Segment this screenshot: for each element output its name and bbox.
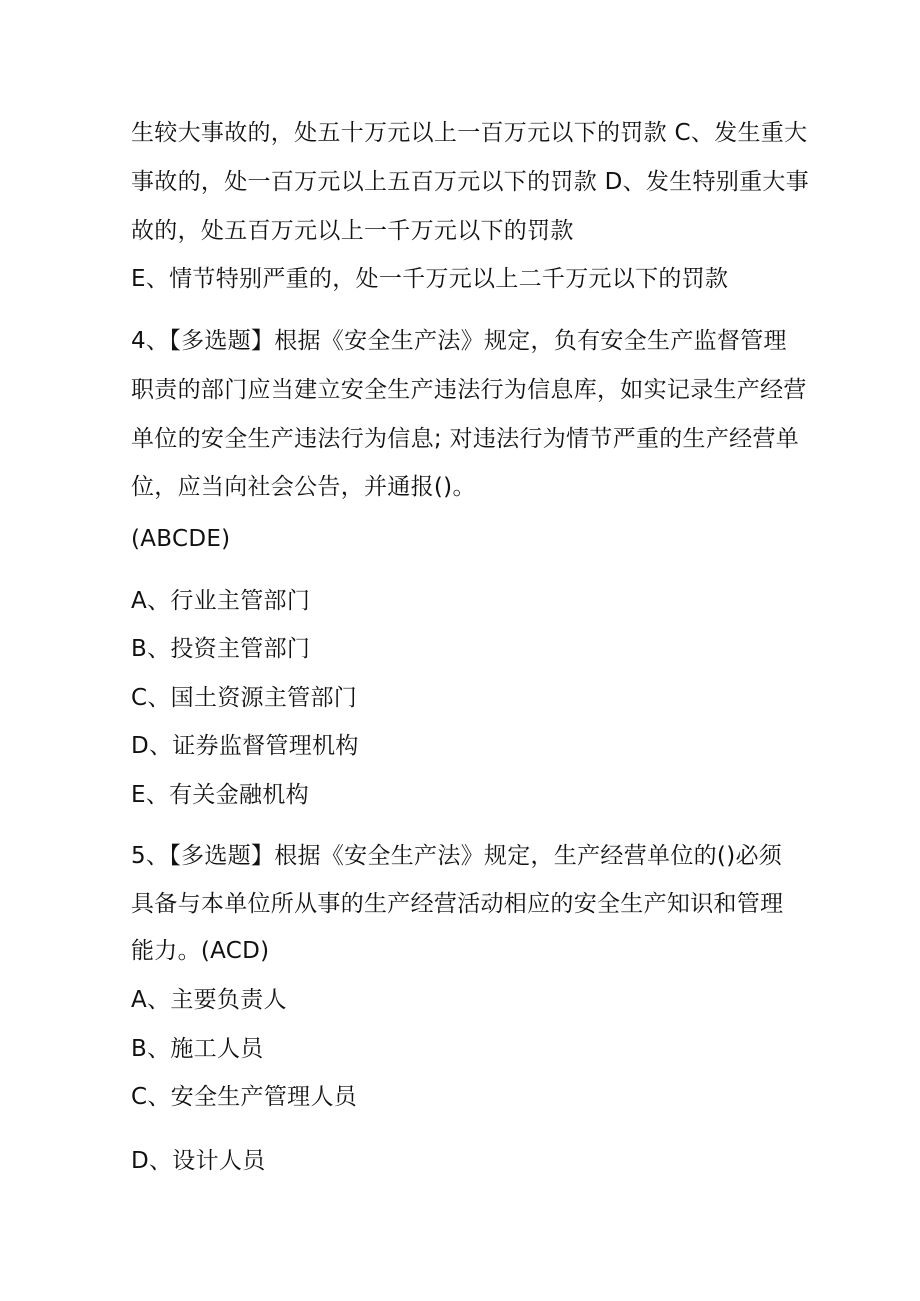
q4-option-a: A、行业主管部门 <box>131 588 311 614</box>
q4-option-e: E、有关金融机构 <box>131 782 309 808</box>
q4-text-line-2: 职责的部门应当建立安全生产违法行为信息库，如实记录生产经营 <box>131 377 807 403</box>
q3-text-line-1: 生较大事故的，处五十万元以上一百万元以下的罚款 C、发生重大 <box>131 120 808 146</box>
q3-option-e: E、情节特别严重的，处一千万元以上二千万元以下的罚款 <box>131 266 729 292</box>
q5-option-c: C、安全生产管理人员 <box>131 1084 358 1110</box>
q4-text-line-1: 4、【多选题】根据《安全生产法》规定，负有安全生产监督管理 <box>131 328 787 354</box>
q4-answer: (ABCDE) <box>131 526 231 552</box>
q3-text-line-3: 故的，处五百万元以上一千万元以下的罚款 <box>131 218 574 244</box>
q5-option-b: B、施工人员 <box>131 1036 264 1062</box>
q5-text-line-1: 5、【多选题】根据《安全生产法》规定，生产经营单位的()必须 <box>131 843 783 869</box>
q5-text-line-2: 具备与本单位所从事的生产经营活动相应的安全生产知识和管理 <box>131 891 784 917</box>
q3-text-line-2: 事故的，处一百万元以上五百万元以下的罚款 D、发生特别重大事 <box>131 169 810 195</box>
q4-text-line-4: 位，应当向社会公告，并通报()。 <box>131 474 476 500</box>
q4-option-b: B、投资主管部门 <box>131 636 311 662</box>
q4-option-c: C、国土资源主管部门 <box>131 685 358 711</box>
q5-text-line-3: 能力。(ACD) <box>131 938 270 964</box>
q4-text-line-3: 单位的安全生产违法行为信息; 对违法行为情节严重的生产经营单 <box>131 426 800 452</box>
q5-option-d: D、设计人员 <box>131 1148 266 1174</box>
q5-option-a: A、主要负责人 <box>131 987 287 1013</box>
q4-option-d: D、证券监督管理机构 <box>131 733 359 759</box>
